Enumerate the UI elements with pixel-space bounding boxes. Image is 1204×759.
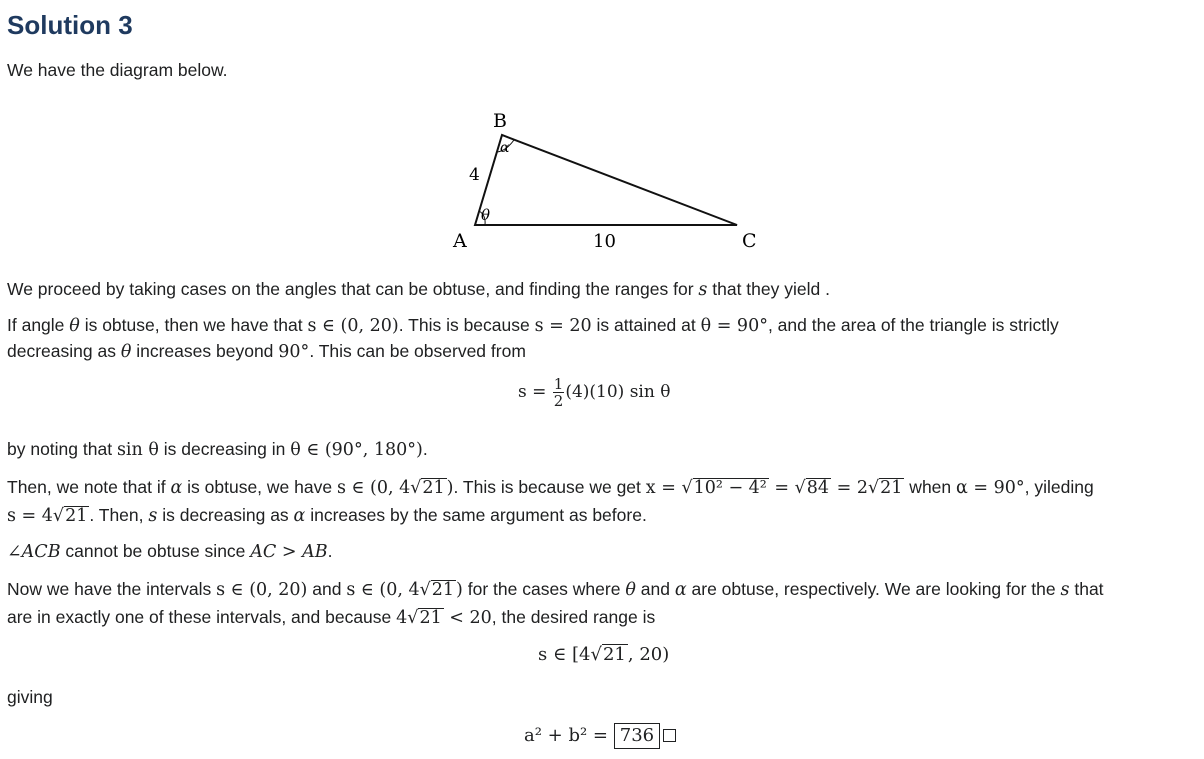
- intro-text: We have the diagram below.: [7, 60, 228, 80]
- paragraph-alpha-line2: s = 4√21 . Then, s is decreasing as α increases by the same argument as before.: [7, 505, 647, 526]
- giving-text: giving: [7, 687, 53, 707]
- paragraph-alpha-line1: Then, we note that if α is obtuse, we have s ∈ (0, 4√21 ). This is because we get x = √10² − 4² = √84 = 2√21 when α = 90°, yileding: [7, 477, 1094, 498]
- triangle-diagram: [440, 105, 770, 255]
- angle-theta-label: θ: [481, 206, 491, 224]
- paragraph-intervals-line2: are in exactly one of these intervals, and because 4√21 < 20, the desired range is: [7, 607, 656, 628]
- square-icon: [663, 729, 676, 742]
- paragraph-theta-line2: decreasing as θ increases beyond 90°. This can be observed from: [7, 341, 526, 362]
- vertex-c-label: C: [742, 230, 757, 252]
- area-equation: s = $\frac{1}{2}$ (4)(10) sin θ: [518, 375, 671, 410]
- answer-box: 736: [614, 723, 660, 749]
- paragraph-intervals-line1: Now we have the intervals s ∈ (0, 20) and s ∈ (0, 4√21 ) for the cases where θ and α are obtuse, respectively. We are looking for the s that: [7, 579, 1104, 600]
- paragraph-sin-decreasing: by noting that sin θ is decreasing in θ ∈ (90°, 180°).: [7, 439, 428, 460]
- angle-alpha-label: α: [500, 140, 510, 156]
- vertex-b-label: B: [493, 110, 507, 132]
- side-ab-label: 4: [469, 165, 480, 185]
- side-ac-label: 10: [593, 231, 616, 252]
- range-equation: s ∈ [4√21 , 20): [538, 644, 670, 665]
- page-title: Solution 3: [7, 10, 133, 40]
- paragraph-theta-line1: If angle θ is obtuse, then we have that s ∈ (0, 20). This is because s = 20 is attained at θ = 90°, and the area of the triangle is strictly: [7, 315, 1059, 336]
- paragraph-acb: ∠ACB cannot be obtuse since AC > AB.: [7, 541, 333, 562]
- vertex-a-label: A: [453, 230, 467, 252]
- answer-equation: a² + b² = 736: [524, 723, 676, 749]
- triangle-abc: [475, 135, 737, 225]
- paragraph-cases: We proceed by taking cases on the angles that can be obtuse, and finding the ranges for s that they yield .: [7, 279, 830, 300]
